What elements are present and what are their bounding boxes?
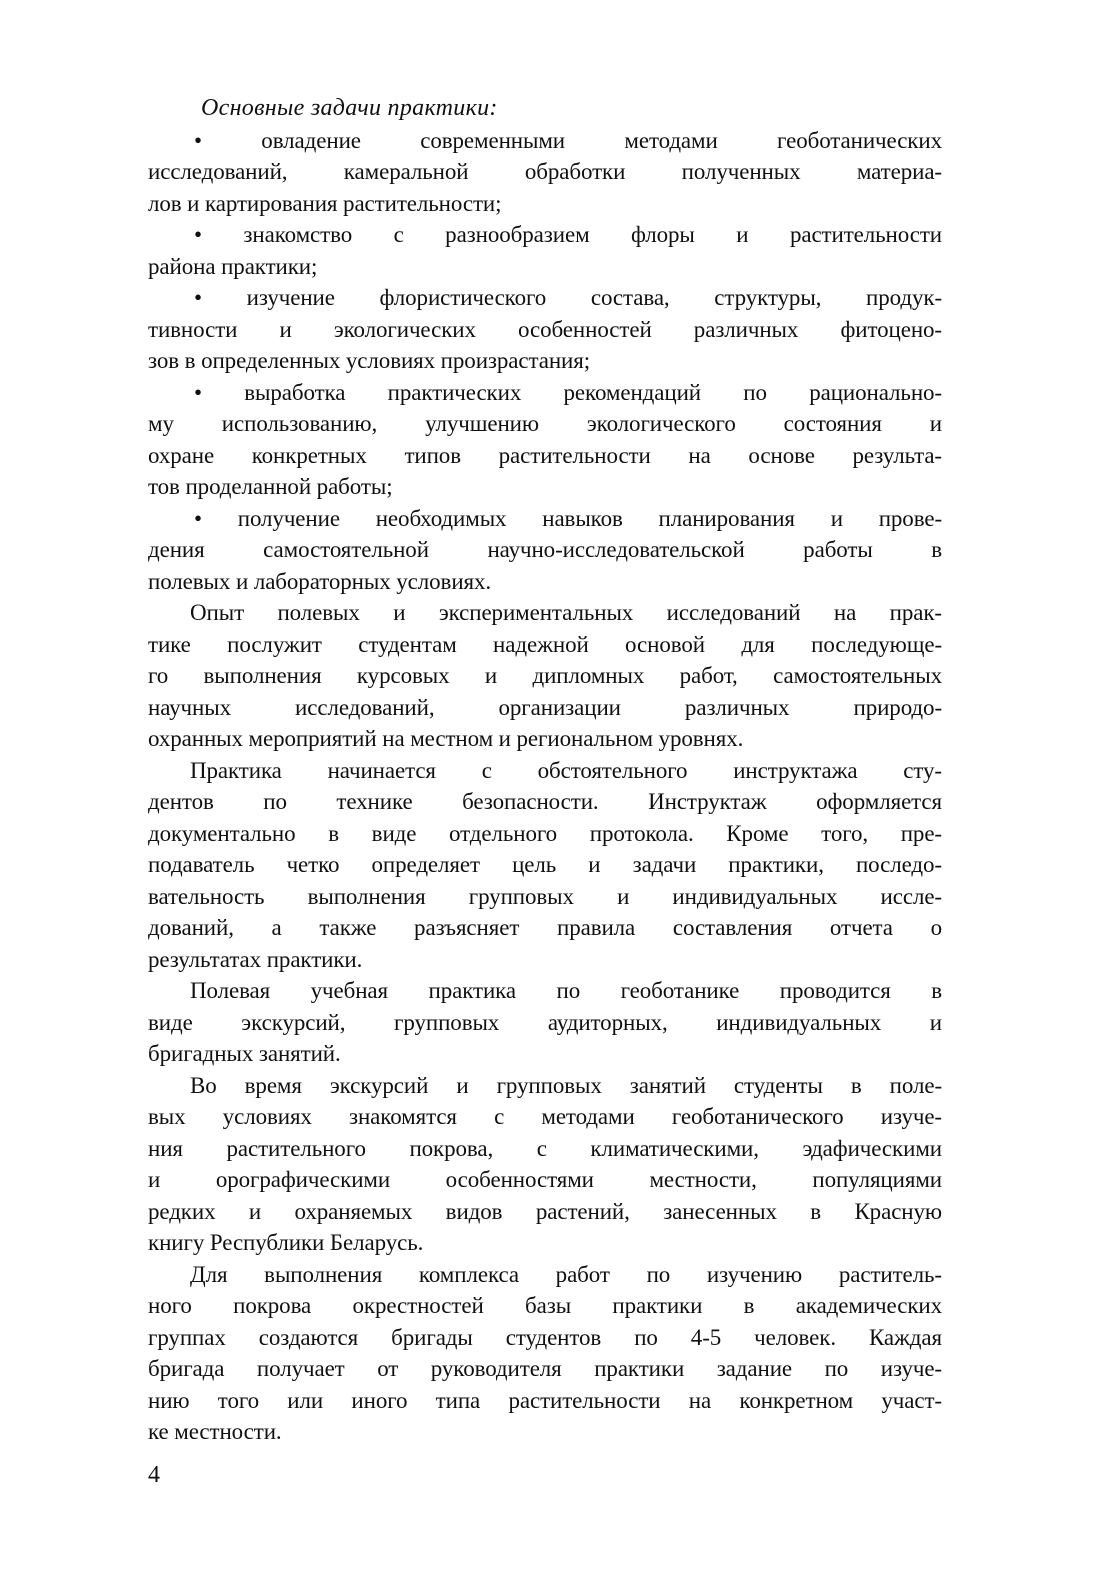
text-line: ного покрова окрестностей базы практики в академических — [148, 1293, 942, 1318]
paragraph — [148, 755, 942, 976]
text-line: ке местности. — [148, 1419, 282, 1444]
text-line: книгу Республики Беларусь. — [148, 1230, 424, 1255]
text-line: документально в виде отдельного протокола. Кроме того, пре- — [148, 820, 942, 846]
text-line: тивности и экологических особенностей различных фитоцено- — [148, 316, 942, 342]
text-line: • получение необходимых навыков планирования и прове- — [194, 505, 942, 531]
text-line: полевых и лабораторных условиях. — [148, 568, 492, 594]
paragraph — [148, 975, 942, 1070]
text-line: му использованию, улучшению экологического состояния и — [148, 411, 942, 436]
text-block — [148, 93, 942, 1448]
text-line: вательность выполнения групповых и индивидуальных иссле- — [148, 883, 942, 909]
text-line: дований, а также разъясняет правила составления отчета о — [148, 915, 942, 940]
text-line: и орографическими особенностями местности, популяциями — [148, 1167, 942, 1192]
text-line: • знакомство с разнообразием флоры и растительности — [194, 222, 942, 247]
text-line: го выполнения курсовых и дипломных работ, самостоятельных — [148, 663, 942, 688]
bullet-item — [148, 282, 942, 377]
paragraph — [148, 1259, 942, 1448]
text-line: дентов по технике безопасности. Инструктаж оформляется — [148, 789, 942, 814]
text-line: исследований, камеральной обработки полученных материа- — [148, 159, 942, 184]
text-line: тике послужит студентам надежной основой для последующе- — [148, 631, 942, 657]
text-line: • изучение флористического состава, структуры, продук- — [194, 285, 942, 310]
text-line: лов и картирования растительности; — [148, 190, 502, 216]
section-heading: Основные задачи практики: — [201, 95, 498, 121]
text-line: научных исследований, организации различных природо- — [148, 694, 942, 720]
text-line: • выработка практических рекомендаций по рационально- — [194, 379, 942, 405]
text-line: ния растительного покрова, с климатическими, эдафическими — [148, 1135, 942, 1161]
text-line: вых условиях знакомятся с методами геоботанического изуче- — [148, 1104, 942, 1129]
text-line: зов в определенных условиях произрастания; — [148, 348, 591, 373]
text-line: подаватель четко определяет цель и задачи практики, последо- — [148, 852, 942, 877]
bullet-item — [148, 377, 942, 503]
text-line: охранных мероприятий на местном и региональном уровнях. — [148, 726, 744, 751]
page-number: 4 — [148, 1462, 160, 1488]
text-line: района практики; — [148, 253, 318, 279]
text-line: • овладение современными методами геоботанических — [194, 127, 942, 153]
bullet-item — [148, 125, 942, 220]
text-line: Во время экскурсий и групповых занятий студенты в поле- — [190, 1072, 942, 1098]
text-line: Полевая учебная практика по геоботанике проводится в — [190, 978, 942, 1003]
text-line: нию того или иного типа растительности на конкретном участ- — [148, 1387, 942, 1413]
text-line: группах создаются бригады студентов по 4-5 человек. Каждая — [148, 1324, 942, 1350]
text-line: охране конкретных типов растительности на основе результа- — [148, 442, 942, 468]
text-line: виде экскурсий, групповых аудиторных, индивидуальных и — [148, 1009, 942, 1035]
text-line: Практика начинается с обстоятельного инструктажа сту- — [190, 757, 942, 783]
paragraph — [148, 1070, 942, 1259]
text-line: дения самостоятельной научно-исследовательской работы в — [148, 537, 942, 562]
bullet-item — [148, 503, 942, 598]
paragraphs-container — [148, 125, 942, 1448]
bullet-item — [148, 219, 942, 282]
text-line: результатах практики. — [148, 946, 363, 972]
text-line: бригадных занятий. — [148, 1041, 341, 1066]
text-line: редких и охраняемых видов растений, занесенных в Красную — [148, 1198, 942, 1224]
text-line: Для выполнения комплекса работ по изучению раститель- — [190, 1261, 942, 1287]
text-line: Опыт полевых и экспериментальных исследований на прак- — [190, 600, 942, 625]
paragraph — [148, 597, 942, 755]
text-line: тов проделанной работы; — [148, 474, 393, 499]
text-line: бригада получает от руководителя практики задание по изуче- — [148, 1356, 942, 1381]
